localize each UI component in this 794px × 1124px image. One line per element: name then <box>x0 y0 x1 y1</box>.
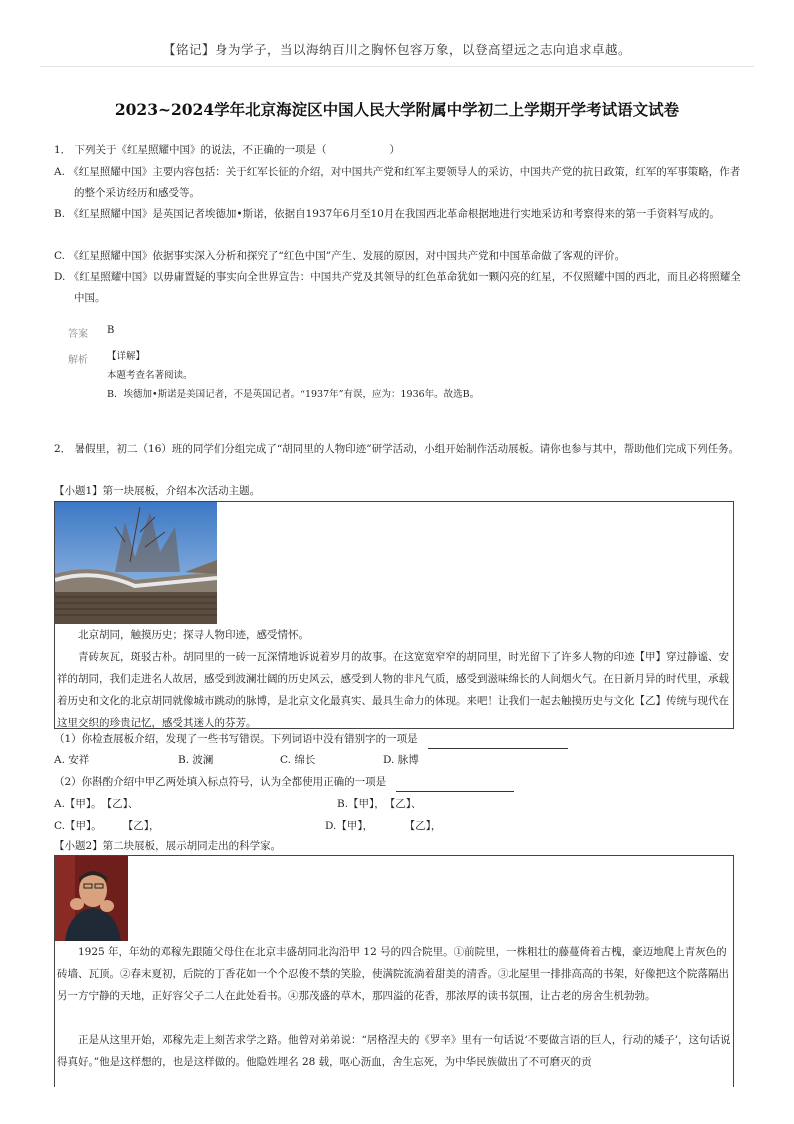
board1-photo <box>55 502 217 624</box>
board1-heading: 北京胡同，触摸历史；探寻人物印迹，感受情怀。 <box>78 629 309 641</box>
p1-stem <box>54 729 568 749</box>
p1-stem-text: （1）你检查展板介绍，发现了一些书写错误。下列词语中没有错别字的一项是 <box>54 733 418 745</box>
q1-option-a: A. 《红星照耀中国》主要内容包括：关于红军长征的介绍，对中国共产党和红军主要领导人的采访，中国共产党的抗日政策，红军的军事策略，作者的整个采访经历和感受等。 <box>54 166 741 199</box>
p1-option-d: D. 脉博 <box>383 754 419 766</box>
scientist-portrait-image <box>55 856 128 941</box>
q1-option-d: D. 《红星照耀中国》以毋庸置疑的事实向全世界宣告：中国共产党及其领导的红色革命犹如一颗闪亮的红星，不仅照耀中国的西北，而且必将照耀全中国。 <box>54 271 741 304</box>
q2-stem: 2． 暑假里，初二（16）班的同学们分组完成了“胡同里的人物印迹”研学活动，小组开始制作活动展板。请你也参与其中，帮助他们完成下列任务。 <box>54 443 740 455</box>
p2-stem-text: （2）你斟酌介绍中甲乙两处填入标点符号，认为全都使用正确的一项是 <box>54 776 387 788</box>
board1-text: 青砖灰瓦，斑驳古朴。胡同里的一砖一瓦深情地诉说着岁月的故事。在这宽宽窄窄的胡同里，时光留下了许多人物的印迹【甲】穿过静谧、安祥的胡同，我们走进名人故居，感受到波澜壮阔的历史风云，感受到人物的非凡气质，感受到滋味绵长的人间烟火气。在日新月异的时代里，承载着历史和文化的北京胡同就像城市跳动的脉博，是北京文化最真实、最具生命力的体现。来吧！让我们一起去触摸历史与文化【乙】传统与现代在这里交织的珍贵记忆，感受其迷人的芬芳。 <box>57 651 729 729</box>
sub1-title: 【小题1】第一块展板，介绍本次活动主题。 <box>54 485 261 497</box>
analysis-line-1: 本题考查名著阅读。 <box>107 370 193 381</box>
header-divider <box>40 66 754 67</box>
motto: 【铭记】身为学子，当以海纳百川之胸怀包容万象，以登高望远之志向追求卓越。 <box>162 42 631 57</box>
board2-paragraph-1: 1925 年，年幼的邓稼先跟随父母住在北京丰盛胡同北沟沿甲 12 号的四合院里。①前院里，一株粗壮的藤蔓倚着古槐，豪迈地爬上青灰色的砖墙、瓦顶。②春末夏初，后院的丁香花如一个个忍俊不禁的笑脸，使满院流淌着甜美的清香。③北屋里一排排高高的书架，好像把这个院落隔出另一方宁静的天地，正好容父子二人在此处看书。④那茂盛的草木，那四溢的花香，那浓厚的读书氛围，让古老的房舍生机勃勃。 <box>57 946 729 1002</box>
q1-option-b: B. 《红星照耀中国》是英国记者埃德加•斯诺，依据自1937年6月至10月在我国西北革命根据地进行实地采访和考察得来的第一手资料写成的。 <box>54 208 720 220</box>
p1-option-b: B. 波澜 <box>178 754 214 766</box>
analysis-line-2: B．埃德加•斯诺是美国记者，不是英国记者。“1937年”有误，应为：1936年。故选B。 <box>107 389 480 400</box>
page-title: 2023~2024学年北京海淀区中国人民大学附属中学初二上学期开学考试语文试卷 <box>114 100 680 119</box>
answer-label: 答案 <box>68 329 88 340</box>
p2-option-b: B.【甲】， 【乙】、 <box>337 798 422 810</box>
sub2-title: 【小题2】第二块展板，展示胡同走出的科学家。 <box>54 840 282 852</box>
hutong-roof-image <box>55 502 217 624</box>
q1-stem: 1． 下列关于《红星照耀中国》的说法，不正确的一项是（ ） <box>54 144 401 156</box>
p1-option-c: C. 绵长 <box>280 754 316 766</box>
answer-value: B <box>107 325 115 336</box>
q1-option-c: C. 《红星照耀中国》依据事实深入分析和探究了“红色中国”产生、发展的原因，对中国共产党和中国革命做了客观的评价。 <box>54 250 626 262</box>
board2-paragraph-2: 正是从这里开始，邓稼先走上刻苦求学之路。他曾对弟弟说：“居格涅夫的《罗辛》里有一句话说‘不要做言语的巨人，行动的矮子’，这句话说得真好。”他是这样想的，也是这样做的。他隐姓埋名 28 载，呕心沥血，舍生忘死，为中华民族做出了不可磨灭的贡 <box>57 1034 731 1068</box>
p2-stem <box>54 772 514 792</box>
p2-answer-blank[interactable] <box>396 779 514 792</box>
board2-photo <box>55 856 128 941</box>
p2-option-a: A.【甲】。 【乙】、 <box>54 798 139 810</box>
analysis-label: 解析 <box>68 355 88 366</box>
p1-answer-blank[interactable] <box>428 736 568 749</box>
p2-option-c: C.【甲】。 【乙】， <box>54 820 160 832</box>
analysis-tag: 【详解】 <box>107 351 146 362</box>
p2-option-d: D.【甲】， 【乙】， <box>325 820 442 832</box>
p1-option-a: A. 安祥 <box>54 754 90 766</box>
